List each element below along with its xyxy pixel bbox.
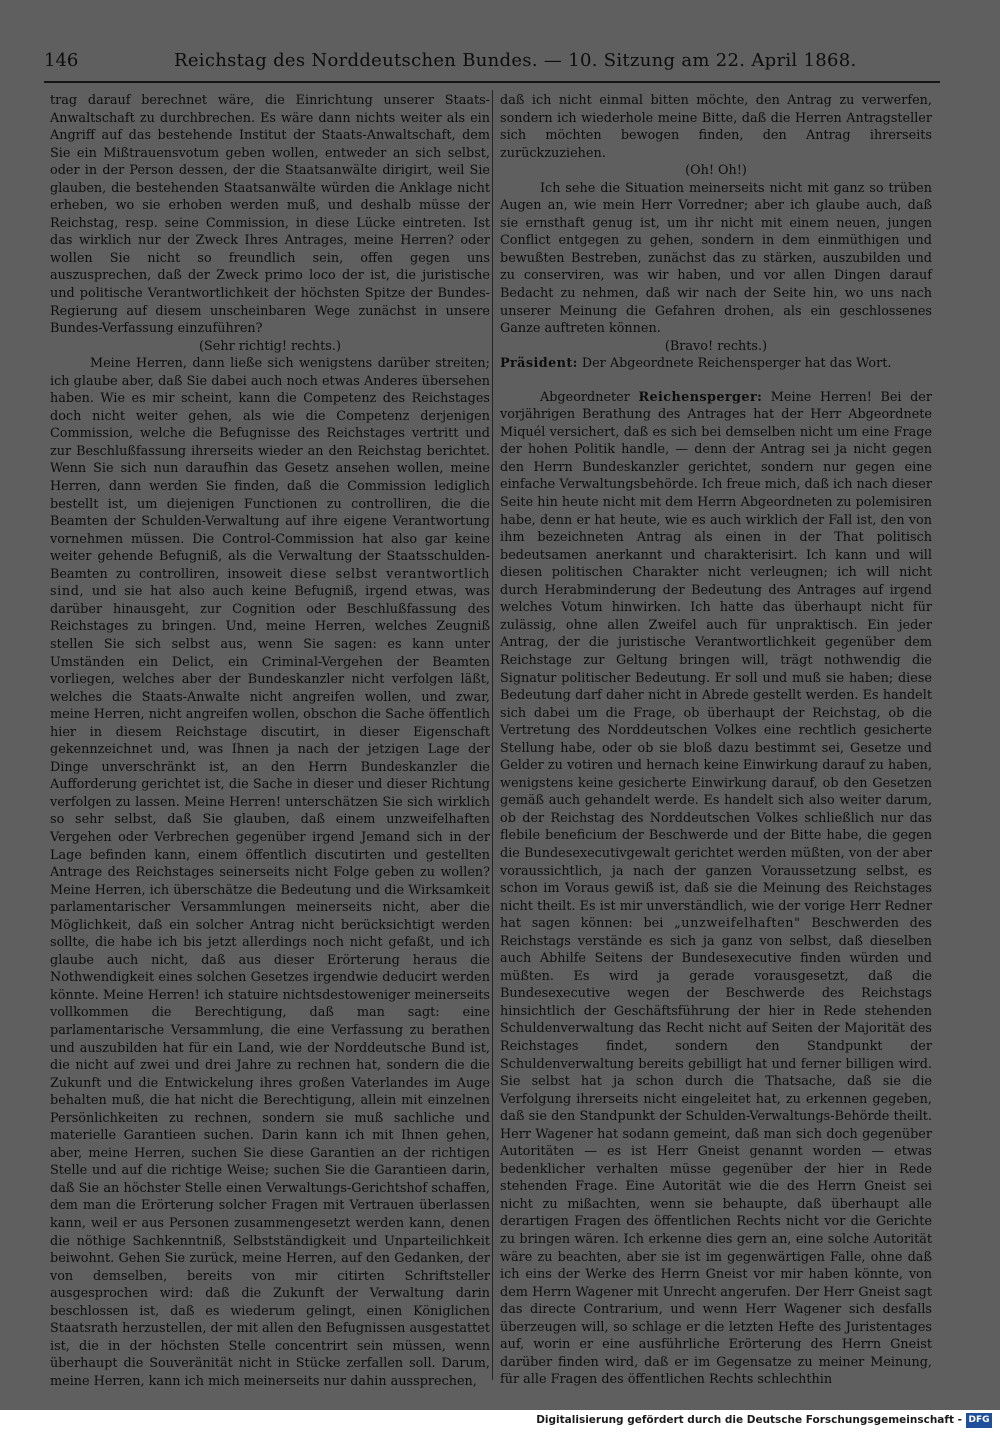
paragraph: Ich sehe die Situation meinerseits nicht mit ganz so trüben Augen an, wie mein Herr Vorredner; aber ich glaube auch, daß sie ernsthaft genug ist, um ihr nicht mit einem neuen, jungen Conflict entgegen zu gehen, sondern in dem einmüthigen und bewußten Bestreben, zunächst das zu stärken, auszubilden und zu conserviren, was wir haben, und vor allen Dingen darauf Bedacht zu nehmen, daß wir nach der Seite hin, wo uns nach unserer Meinung die Gefahren drohen, als ein geschlossenes Ganze auftreten können. <box>500 180 932 337</box>
text-run: Der Abgeordnete Reichensperger hat das Wort. <box>581 356 892 372</box>
paragraph: daß ich nicht einmal bitten möchte, den Antrag zu verwerfen, sondern ich wiederhole meine Bitte, daß die Herren Antragsteller sich möchten bewogen finden, den Antrag ihrerseits zurückzuziehen. <box>500 93 932 161</box>
running-title: Reichstag des Norddeutschen Bundes. — 10. Sitzung am 22. April 1868. <box>174 50 857 71</box>
dfg-logo: DFG <box>966 1413 992 1428</box>
footer-bar <box>0 1410 1000 1432</box>
text-run: Beschwerden des Reichstags verstände es sich ja ganz von selbst, daß dieselben auch Abhilfe Seitens der Bundesexecutive finden würden und müßten. Es wird ja gerade vorausgesetzt, daß die Bundesexecutive wegen der Beschwerde des Reichstags hinsichtlich der Geschäftsführung der hier in Rede stehenden Schuldenverwaltung das Recht nicht auf Seiten der Majorität des Reichstages findet, sondern den Standpunkt der Schuldenverwaltung bereits gebilligt hat und ferner billigen wird. Sie selbst hat ja schon durch die Thatsache, daß sie die Verfolgung ihrerseits nicht eingeleitet hat, zu erkennen gegeben, daß sie den Standpunkt der Schulden-Verwaltungs-Behörde theilt. Herr Wagener hat sodann gemeint, daß man sich doch gegenüber Autoritäten — es ist Herr Gneist genannt worden — etwas bedenklicher verhalten müsse gegenüber der hier in Rede stehenden Frage. Eine Autorität wie die des Herrn Gneist sei nicht zu mißachten, wenn sie behaupte, daß überhaupt alle derartigen Fragen des öffentlichen Rechts nicht vor die Gerichte zu bringen wären. Ich erkenne dies gern an, eine solche Autorität wäre zu beachten, aber sie ist im gegenwärtigen Falle, ohne daß ich eins der Werke des Herrn Gneist vor mir haben könnte, von dem Herrn Wagener mit Unrecht angerufen. Der Herr Gneist sagt das directe Contrarium, und wenn Herr Wagener sich desfalls überzeugen will, so schlage er die letzten Hefte des Juristentages auf, worin er eine ausführliche Erörterung des Herrn Gneist darüber finden wird, daß er im Gegensatze zu meiner Meinung, für alle Fragen des öffentlichen Rechts schlechthin <box>500 916 932 1388</box>
interjection: (Oh! Oh!) <box>685 163 747 179</box>
president-statement <box>500 355 932 373</box>
column-divider <box>492 90 493 1380</box>
interjection: (Bravo! rechts.) <box>664 338 768 354</box>
paragraph: trag darauf berechnet wäre, die Einrichtung unserer Staats-Anwaltschaft zu durchbrechen. Es wäre dann nichts weiter als ein Angriff auf das bestehende Institut der Staats-Anwaltschaft, dem Sie ein Mißtrauensvotum geben wollen, entweder an sich selbst, oder in der Person dessen, der die Staatsanwälte dirigirt, weil Sie glauben, die bestehenden Staatsanwälte würden die Anklage nicht erheben, wo sie erhoben werden muß, und deshalb müsse der Reichstag, resp. seine Commission, in diese Lücke eintreten. Ist das wirklich nur der Zweck Ihres Antrages, meine Herren? oder wollen Sie nicht so freundlich sein, offen gegen uns auszusprechen, daß der Zweck primo loco der ist, die juristische und politische Verantwortlichkeit der höchsten Spitze der Bundes-Regierung auf diesem unscheinbaren Wege zunächst in unsere Bundes-Verfassung einzuführen? <box>50 93 490 337</box>
interjection: (Sehr richtig! rechts.) <box>199 338 341 354</box>
left-column <box>50 92 490 1390</box>
text-run: und sie hat also auch keine Befugniß, irgend etwas, was darüber hinausgeht, zur Cognition oder Beschlußfassung des Reichstages zu bringen. Und, meine Herren, welches Zeugniß stellen Sie sich selbst aus, wenn Sie sagen: es kann unter Umständen ein Delict, ein Criminal-Vergehen der Beamten vorliegen, welches aber der Bundeskanzler nicht verfolgen läßt, welches die Staats-Anwalte nicht angreifen wollen, und zwar, meine Herren, nicht angreifen wollen, obschon die Sache öffentlich hier in diesem Reichstage discutirt, in dieser Eigenschaft gekennzeichnet und, was Ihnen ja nach der jetzigen Lage der Dinge unverschränkt ist, an den Herrn Bundeskanzler die Aufforderung gerichtet ist, die Sache in dieser und dieser Richtung verfolgen zu lassen. Meine Herren! unterschätzen Sie sich wirklich so sehr selbst, daß Sie glauben, daß einem unzweifelhaften Vergehen oder Verbrechen gegenüber irgend Jemand sich in der Lage befinden kann, einem öffentlich discutirten und gestellten Antrage des Reichstages seinerseits nicht Folge geben zu wollen? Meine Herren, ich überschätze die Bedeutung und die Wirksamkeit parlamentarischer Versammlungen meinerseits nicht, aber die Möglichkeit, daß ein solcher Antrag nicht berücksichtigt werden sollte, die habe ich bis jetzt allerdings noch nicht gefaßt, und ich glaube auch nicht, daß aus dieser Erörterung heraus die Nothwendigkeit eines solchen Gesetzes irgendwie deducirt werden könnte. Meine Herren! ich statuire nichtsdestoweniger meinerseits vollkommen die Berechtigung, daß man sagt: eine parlamentarische Versammlung, die eine Verfassung zu berathen und auszubilden hat für ein Land, wie der Norddeutsche Bund ist, die nicht auf zwei und drei Jahre zu rechnen hat, sondern die die Zukunft und die Entwickelung ihres großen Vaterlandes im Auge behalten muß, die hat nicht die Berechtigung, allein mit einzelnen Persönlichkeiten zu rechnen, sondern sie muß sachliche und materielle Garantieen suchen. Darin kann ich mit Ihnen gehen, aber, meine Herren, suchen Sie diese Garantien an der richtigen Stelle und auf die richtige Weise; suchen Sie die Garantieen darin, daß Sie an höchster Stelle einen Verwaltungs-Gerichtshof schaffen, dem man die Erörterung solcher Fragen mit Vertrauen überlassen kann, weil er aus Personen zusammengesetzt werden kann, denen die nöthige Sachkenntniß, Selbstständigkeit und Unparteilichkeit beiwohnt. Gehen Sie zurück, meine Herren, auf den Gedanken, der von demselben, bereits von mir citirten Schriftsteller ausgesprochen wird: daß die Zukunft der Verwaltung darin beschlossen ist, daß es wiederum gelingt, einen Königlichen Staatsrath herzustellen, der mit allen den Befugnissen ausgestattet ist, die in der höchsten Stelle concentrirt sein müssen, wenn überhaupt die Souveränität nicht in Stücke zerfallen soll. Darum, meine Herren, kann ich mich meinerseits nur dahin aussprechen, <box>50 584 490 1389</box>
page-header <box>44 48 940 74</box>
right-column <box>500 92 932 1389</box>
funding-notice: Digitalisierung gefördert durch die Deutsche Forschungsgemeinschaft - <box>536 1414 962 1426</box>
paragraph <box>500 389 932 1389</box>
page-number: 146 <box>44 50 79 71</box>
paragraph <box>50 355 490 1390</box>
spaced-emphasis: diese selbst verantwortlich sind, <box>50 566 490 600</box>
text-run: Meine Herren, dann ließe sich wenigstens darüber streiten; ich glaube aber, daß Sie dabei auch noch etwas Anderes übersehen haben. Wie es mir scheint, kann die Competenz des Reichstages doch nicht weiter gehen, als wie die Competenz derjenigen Commission, welche die Befugnisse des Reichstages vertritt und zur Beschlußfassung ihrerseits wieder an den Reichstag berichtet. Wenn Sie sich nun daraufhin das Gesetz ansehen wollen, meine Herren, dann werden Sie finden, daß die Commission lediglich bestellt ist, um diejenigen Functionen zu controlliren, die die Beamten der Schulden-Verwaltung auf ihre eigene Verantwortung vornehmen müssen. Die Control-Commission hat also gar keine weiter gehende Befugniß, als die Verwaltung der Staatsschulden-Beamten zu controlliren, insoweit <box>50 356 490 582</box>
speaker-name: Reichensperger: <box>638 389 763 405</box>
text-run: Meine Herren! Bei der vorjährigen Berathung des Antrages hat der Herr Abgeordnete Miquél versichert, daß es sich bei demselben nicht um eine Frage der hohen Politik handle, — denn der Antrag sei ja nicht gegen den Herrn Bundeskanzler gerichtet, sondern nur gegen eine einfache Verwaltungsbehörde. Ich freue mich, daß ich nach dieser Seite hin heute nicht mit dem Herrn Abgeordneten zu polemisiren habe, denn er hat heute, wie es auch wirklich der Fall ist, den von ihm bezeichneten Antrag als einen in der That politisch bedeutsamen anerkannt und charakterisirt. Ich kann und will diesen politischen Charakter nicht verleugnen; ich will nicht durch Herabminderung der Bedeutung des Antrages auf irgend welches Votum hinwirken. Ich hatte das überhaupt nicht für zulässig, ohne allen Zweifel auch für unpraktisch. Ein jeder Antrag, der die juristische Verantwortlichkeit gegenüber dem Reichstage zur Geltung bringen will, trägt nothwendig die Signatur politischer Bedeutung. Er soll und muß sie haben; diese Bedeutung darf daher nicht in Abrede gestellt werden. Es handelt sich dabei um die Frage, ob überhaupt der Reichstag, ob die Vertretung des Norddeutschen Volkes eine rechtlich gesicherte Stellung habe, oder ob sie bloß dazu bestimmt sei, Gesetze und Gelder zu votiren und hernach keine Einwirkung darauf zu haben, wenigstens keine gesicherte Einwirkung darauf, ob den Gesetzen gemäß auch gehandelt werde. Es handelt sich also weiter darum, ob der Reichstag des Norddeutschen Volkes schließlich nur das flebile beneficium der Beschwerde und der Bitte habe, die gegen die Bundesexecutivgewalt gerichtet werden müßten, von der aber voraussichtlich, ja nach der ganzen Voraussetzung selbst, es schon im Voraus gewiß ist, daß sie die Meinung des Reichstages nicht theilt. Es ist mir unverständlich, wie der vorige Herr Redner hat sagen können: bei <box>500 389 932 932</box>
speaker-label: Präsident: <box>500 356 578 372</box>
speaker-prefix: Abgeordneter <box>540 389 630 405</box>
header-rule <box>44 81 940 83</box>
spaced-emphasis: „unzweifelhaften" <box>674 916 801 932</box>
